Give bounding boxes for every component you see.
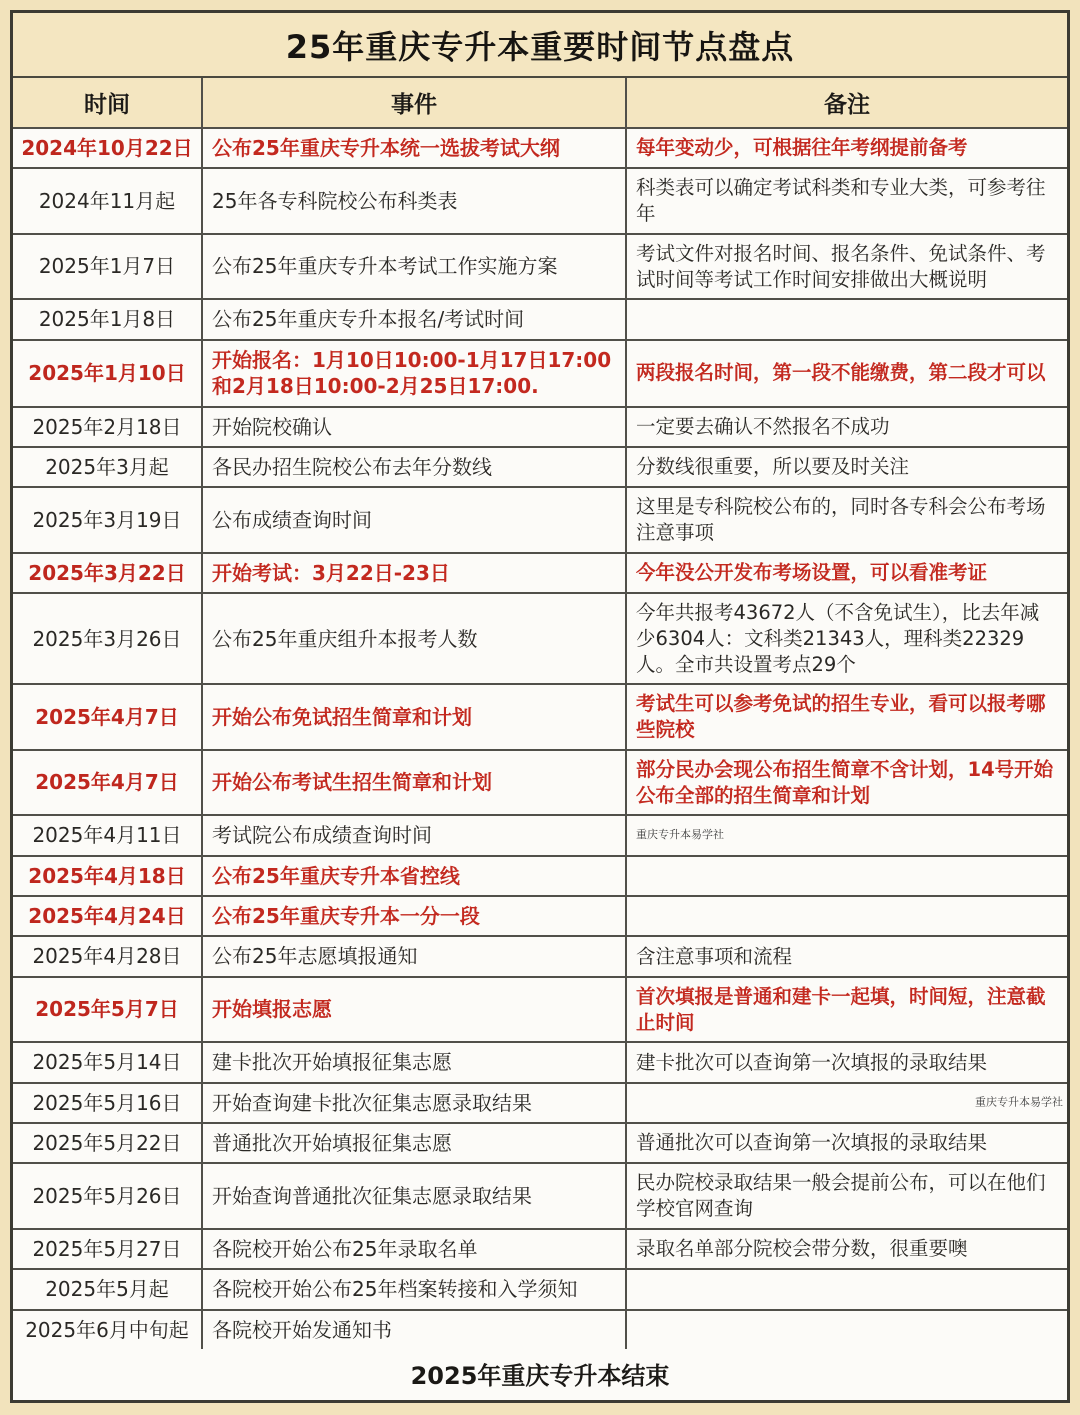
note-cell: 两段报名时间，第一段不能缴费，第二段才可以 [636, 361, 1046, 385]
time-cell: 2025年5月22日 [13, 1124, 203, 1162]
note-cell: 今年没公开发布考场设置，可以看准考证 [636, 561, 988, 585]
time-cell: 2025年5月26日 [13, 1164, 203, 1227]
note-cell: 建卡批次可以查询第一次填报的录取结果 [636, 1050, 988, 1074]
table-row [13, 897, 1067, 937]
table-footer: 2025年重庆专升本结束 [13, 1349, 1067, 1400]
time-cell: 2025年1月8日 [13, 300, 203, 338]
table-row [13, 978, 1067, 1043]
time-cell: 2025年4月18日 [13, 857, 203, 895]
time-cell: 2025年3月22日 [13, 554, 203, 592]
note-cell [627, 897, 1067, 935]
time-cell: 2025年2月18日 [13, 408, 203, 446]
time-cell: 2025年5月7日 [13, 978, 203, 1041]
table-row [13, 1084, 1067, 1124]
event-cell: 开始公布免试招生简章和计划 [203, 685, 627, 748]
table-row [13, 408, 1067, 448]
note-cell [627, 816, 1067, 854]
time-cell: 2025年3月26日 [13, 594, 203, 683]
event-cell: 开始报名：1月10日10:00-1月17日17:00和2月18日10:00-2月25日17:00. [203, 341, 627, 406]
table-row [13, 235, 1067, 300]
event-cell: 公布25年志愿填报通知 [203, 937, 627, 975]
event-cell: 开始查询普通批次征集志愿录取结果 [203, 1164, 627, 1227]
table-row [13, 816, 1067, 856]
event-cell: 公布25年重庆专升本考试工作实施方案 [203, 235, 627, 298]
event-cell: 普通批次开始填报征集志愿 [203, 1124, 627, 1162]
event-cell: 建卡批次开始填报征集志愿 [203, 1043, 627, 1081]
event-cell: 公布25年重庆专升本统一选拔考试大纲 [203, 129, 627, 167]
note-cell: 民办院校录取结果一般会提前公布，可以在他们学校官网查询 [636, 1171, 1046, 1221]
time-cell: 2025年4月24日 [13, 897, 203, 935]
event-cell: 各民办招生院校公布去年分数线 [203, 448, 627, 486]
event-cell: 各院校开始公布25年档案转接和入学须知 [203, 1270, 627, 1308]
note-cell: 考试生可以参考免试的招生专业，看可以报考哪些院校 [636, 692, 1046, 742]
note-cell: 今年共报考43672人（不含免试生），比去年减少6304人：文科类21343人，理科类22329人。全市共设置考点29个 [636, 601, 1040, 676]
note-cell [627, 1311, 1067, 1349]
table-row [13, 1124, 1067, 1164]
time-cell: 2025年4月28日 [13, 937, 203, 975]
note-cell: 每年变动少，可根据往年考纲提前备考 [636, 136, 968, 160]
column-header-note: 备注 [824, 92, 870, 118]
time-cell: 2025年4月7日 [13, 751, 203, 814]
time-cell: 2025年6月中旬起 [13, 1311, 203, 1349]
column-header-event: 事件 [203, 78, 627, 127]
event-cell: 各院校开始发通知书 [203, 1311, 627, 1349]
note-cell [627, 1270, 1067, 1308]
table-row [13, 488, 1067, 553]
note-cell: 含注意事项和流程 [636, 944, 793, 968]
table-row [13, 1270, 1067, 1310]
note-cell: 分数线很重要，所以要及时关注 [636, 455, 910, 479]
time-cell: 2025年1月10日 [13, 341, 203, 406]
time-cell: 2025年4月11日 [13, 816, 203, 854]
note-cell: 一定要去确认不然报名不成功 [636, 414, 890, 438]
time-cell: 2025年5月16日 [13, 1084, 203, 1122]
watermark-text: 重庆专升本易学社 [636, 828, 724, 842]
time-cell: 2024年10月22日 [13, 129, 203, 167]
table-row [13, 937, 1067, 977]
table-row [13, 685, 1067, 750]
watermark-text: 重庆专升本易学社 [975, 1095, 1063, 1109]
table-row [13, 554, 1067, 594]
event-cell: 25年各专科院校公布科类表 [203, 169, 627, 232]
table-row [13, 169, 1067, 234]
note-cell [627, 857, 1067, 895]
timeline-table [10, 10, 1070, 1403]
event-cell: 公布25年重庆专升本报名/考试时间 [203, 300, 627, 338]
time-cell: 2025年5月起 [13, 1270, 203, 1308]
note-cell: 这里是专科院校公布的，同时各专科会公布考场注意事项 [636, 495, 1046, 545]
time-cell: 2024年11月起 [13, 169, 203, 232]
note-cell: 科类表可以确定考试科类和专业大类，可参考往年 [636, 176, 1046, 226]
table-body [13, 129, 1067, 1349]
note-cell: 考试文件对报名时间、报名条件、免试条件、考试时间等考试工作时间安排做出大概说明 [636, 241, 1046, 291]
time-cell: 2025年3月起 [13, 448, 203, 486]
event-cell: 各院校开始公布25年录取名单 [203, 1230, 627, 1268]
event-cell: 开始公布考试生招生简章和计划 [203, 751, 627, 814]
note-cell: 录取名单部分院校会带分数，很重要噢 [636, 1237, 968, 1261]
table-row [13, 341, 1067, 408]
time-cell: 2025年4月7日 [13, 685, 203, 748]
event-cell: 开始查询建卡批次征集志愿录取结果 [203, 1084, 627, 1122]
note-cell [627, 1084, 1067, 1122]
event-cell: 公布25年重庆专升本省控线 [203, 857, 627, 895]
table-row [13, 300, 1067, 340]
table-row [13, 594, 1067, 685]
event-cell: 开始考试：3月22日-23日 [203, 554, 627, 592]
event-cell: 公布25年重庆专升本一分一段 [203, 897, 627, 935]
note-cell: 部分民办会现公布招生简章不含计划，14号开始公布全部的招生简章和计划 [636, 757, 1054, 807]
event-cell: 考试院公布成绩查询时间 [203, 816, 627, 854]
time-cell: 2025年5月27日 [13, 1230, 203, 1268]
note-cell: 普通批次可以查询第一次填报的录取结果 [636, 1131, 988, 1155]
table-row [13, 1164, 1067, 1229]
event-cell: 开始填报志愿 [203, 978, 627, 1041]
event-cell: 开始院校确认 [203, 408, 627, 446]
note-cell [627, 300, 1067, 338]
table-row [13, 1230, 1067, 1270]
table-row [13, 1311, 1067, 1349]
note-cell: 首次填报是普通和建卡一起填，时间短，注意截止时间 [636, 984, 1046, 1034]
event-cell: 公布25年重庆组升本报考人数 [203, 594, 627, 683]
table-header-row [13, 78, 1067, 129]
time-cell: 2025年5月14日 [13, 1043, 203, 1081]
table-row [13, 751, 1067, 816]
event-cell: 公布成绩查询时间 [203, 488, 627, 551]
time-cell: 2025年1月7日 [13, 235, 203, 298]
table-row [13, 857, 1067, 897]
table-row [13, 448, 1067, 488]
page-title: 25年重庆专升本重要时间节点盘点 [13, 13, 1067, 78]
column-header-time: 时间 [13, 78, 203, 127]
table-row [13, 1043, 1067, 1083]
table-row [13, 129, 1067, 169]
time-cell: 2025年3月19日 [13, 488, 203, 551]
